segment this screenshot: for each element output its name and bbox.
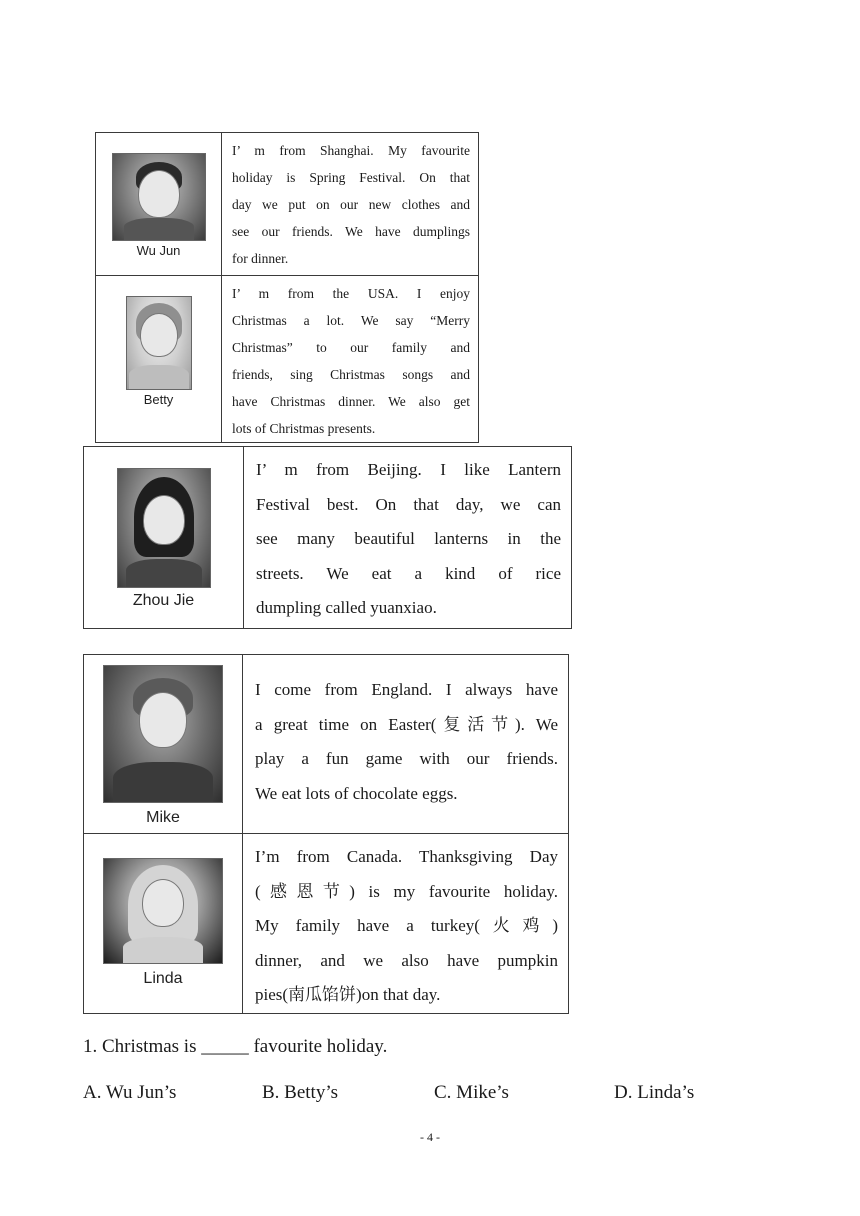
photo-cell: [84, 655, 243, 834]
text-line: see many beautiful lanterns in the: [256, 529, 561, 548]
text-cell: [244, 447, 572, 629]
table-row: [96, 133, 479, 276]
text-line: I’ m from Beijing. I like Lantern: [256, 460, 561, 479]
text-line: My family have a turkey(火鸡): [255, 916, 558, 935]
text-line: friends, sing Christmas songs and: [232, 367, 470, 382]
text-line: I’ m from Shanghai. My favourite: [232, 143, 470, 158]
photo-cell: [84, 834, 243, 1014]
text-line: for dinner.: [232, 251, 289, 266]
option-c[interactable]: C. Mike’s: [434, 1082, 509, 1103]
table-row: [84, 655, 569, 834]
person-name: Betty: [143, 392, 174, 407]
linda-photo: [103, 858, 223, 964]
table-row: [84, 447, 572, 629]
holiday-table-1: [95, 132, 479, 443]
text-cell: [222, 133, 479, 276]
text-cell: [222, 276, 479, 443]
question-text: 1. Christmas is _____ favourite holiday.: [83, 1036, 388, 1057]
page-number: - 4 -: [420, 1130, 440, 1144]
text-line: play a fun game with our friends.: [255, 749, 558, 768]
holiday-table-2: [83, 446, 572, 629]
person-name: Mike: [146, 809, 180, 826]
text-line: holiday is Spring Festival. On that: [232, 170, 470, 185]
text-line: Christmas a lot. We say “Merry: [232, 313, 470, 328]
option-a[interactable]: A. Wu Jun’s: [83, 1082, 177, 1103]
person-name: Zhou Jie: [132, 592, 195, 609]
photo-cell: [96, 133, 222, 276]
text-line: streets. We eat a kind of rice: [256, 563, 561, 583]
text-line: I’m from Canada. Thanksgiving Day: [255, 847, 558, 866]
person-name: Wu Jun: [136, 243, 181, 258]
zhou-jie-photo: [117, 468, 211, 588]
text-line: dinner, and we also have pumpkin: [255, 950, 558, 970]
text-cell: [243, 834, 569, 1014]
text-line: Christmas” to our family and: [232, 340, 470, 355]
text-line: I come from England. I always have: [255, 680, 558, 699]
photo-cell: [96, 276, 222, 443]
option-b[interactable]: B. Betty’s: [262, 1082, 339, 1103]
photo-cell: [84, 447, 244, 629]
table-row: [96, 276, 479, 443]
wu-jun-photo: [112, 153, 206, 241]
text-line: I’ m from the USA. I enjoy: [232, 286, 470, 301]
holiday-table-3: [83, 654, 569, 1014]
betty-photo: [126, 296, 192, 390]
text-line: pies(南瓜馅饼)on that day.: [255, 985, 441, 1004]
text-line: (感恩节) is my favourite holiday.: [255, 881, 558, 901]
text-line: dumpling called yuanxiao.: [256, 598, 437, 617]
text-line: We eat lots of chocolate eggs.: [255, 783, 458, 803]
text-line: lots of Christmas presents.: [232, 421, 376, 436]
option-d[interactable]: D. Linda’s: [614, 1082, 695, 1103]
text-line: day we put on our new clothes and: [232, 197, 470, 212]
person-name: Linda: [143, 970, 183, 987]
text-line: Festival best. On that day, we can: [256, 494, 561, 514]
text-line: see our friends. We have dumplings: [232, 224, 470, 239]
text-line: have Christmas dinner. We also get: [232, 394, 470, 409]
text-cell: [243, 655, 569, 834]
table-row: [84, 834, 569, 1014]
text-line: a great time on Easter(复活节). We: [255, 714, 558, 734]
mike-photo: [103, 665, 223, 803]
